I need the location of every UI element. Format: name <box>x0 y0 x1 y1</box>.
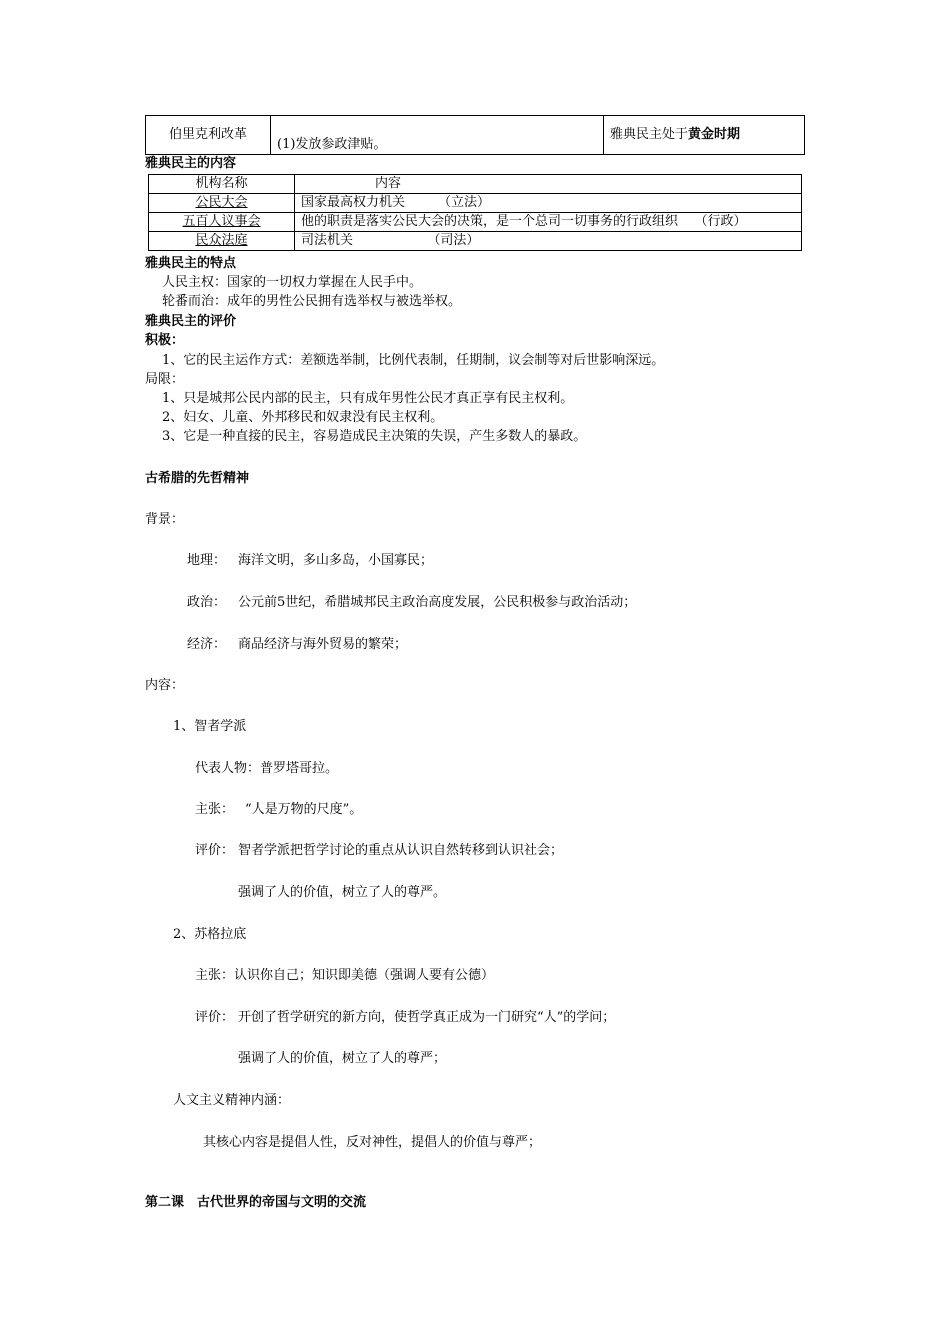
institutions-table <box>148 174 802 251</box>
result-prefix: 雅典民主处于 <box>610 127 689 142</box>
bg-value: 公元前5世纪，希腊城邦民主政治高度发展，公民积极参与政治活动； <box>238 595 637 610</box>
content-label: 内容： <box>145 678 185 693</box>
header-content: 内容 <box>295 175 802 194</box>
institution-name: 公民大会 <box>149 194 295 213</box>
philosophy-heading: 古希腊的先哲精神 <box>145 471 250 486</box>
socrates-title: 2、苏格拉底 <box>173 927 247 942</box>
eval-value: 强调了人的价值，树立了人的尊严； <box>238 1051 447 1066</box>
institution-name: 五百人议事会 <box>149 213 295 232</box>
limit-item: 2、妇女、儿童、外邦移民和奴隶没有民主权利。 <box>162 410 444 425</box>
bg-key: 经济： <box>187 637 227 652</box>
feature-item: 人民主权：国家的一切权力掌握在人民手中。 <box>162 275 423 290</box>
sophists-title: 1、智者学派 <box>173 719 247 734</box>
institution-content: 他的职责是落实公民大会的决策，是一个总司一切事务的行政组织 （行政） <box>295 213 802 232</box>
reform-result <box>604 116 805 155</box>
eval-value: 开创了哲学研究的新方向，使哲学真正成为一门研究“人”的学问； <box>238 1010 616 1025</box>
features-heading: 雅典民主的特点 <box>145 256 237 271</box>
background-label: 背景： <box>145 512 185 527</box>
bg-value: 海洋文明，多山多岛，小国寡民； <box>238 553 434 568</box>
reform-name: 伯里克利改革 <box>146 116 271 155</box>
bg-key: 地理： <box>187 553 227 568</box>
positive-label: 积极： <box>145 333 185 348</box>
sophists-rep: 代表人物：普罗塔哥拉。 <box>195 761 339 776</box>
claim-value: “人是万物的尺度”。 <box>245 802 363 817</box>
eval-key: 评价： <box>195 843 235 858</box>
eval-value: 智者学派把哲学讨论的重点从认识自然转移到认识社会； <box>238 843 564 858</box>
evaluation-heading: 雅典民主的评价 <box>145 314 237 329</box>
reform-table <box>145 115 805 155</box>
limit-label: 局限： <box>145 372 185 387</box>
institution-content: 国家最高权力机关 （立法） <box>295 194 802 213</box>
institution-content: 司法机关 （司法） <box>295 232 802 251</box>
humanism-text: 其核心内容是提倡人性，反对神性，提倡人的价值与尊严； <box>203 1135 542 1150</box>
header-name: 机构名称 <box>149 175 295 194</box>
institution-name: 民众法庭 <box>149 232 295 251</box>
eval-value: 强调了人的价值，树立了人的尊严。 <box>238 885 447 900</box>
humanism-label: 人文主义精神内涵： <box>173 1093 291 1108</box>
reform-measure: (1)发放参政津贴。 <box>271 116 604 155</box>
bg-key: 政治： <box>187 595 227 610</box>
result-bold: 黄金时期 <box>688 127 741 142</box>
socrates-claim: 主张：认识你自己；知识即美德（强调人要有公德） <box>195 968 495 983</box>
content-heading: 雅典民主的内容 <box>145 156 237 171</box>
positive-item: 1、它的民主运作方式：差额选举制，比例代表制，任期制，议会制等对后世影响深远。 <box>162 353 665 368</box>
eval-key: 评价： <box>195 1010 235 1025</box>
claim-key: 主张： <box>195 802 235 817</box>
limit-item: 3、它是一种直接的民主，容易造成民主决策的失误，产生多数人的暴政。 <box>162 429 587 444</box>
lesson2-heading: 第二课 古代世界的帝国与文明的交流 <box>145 1195 367 1210</box>
bg-value: 商品经济与海外贸易的繁荣； <box>238 637 408 652</box>
feature-item: 轮番而治：成年的男性公民拥有选举权与被选举权。 <box>162 294 462 309</box>
limit-item: 1、只是城邦公民内部的民主，只有成年男性公民才真正享有民主权利。 <box>162 391 574 406</box>
